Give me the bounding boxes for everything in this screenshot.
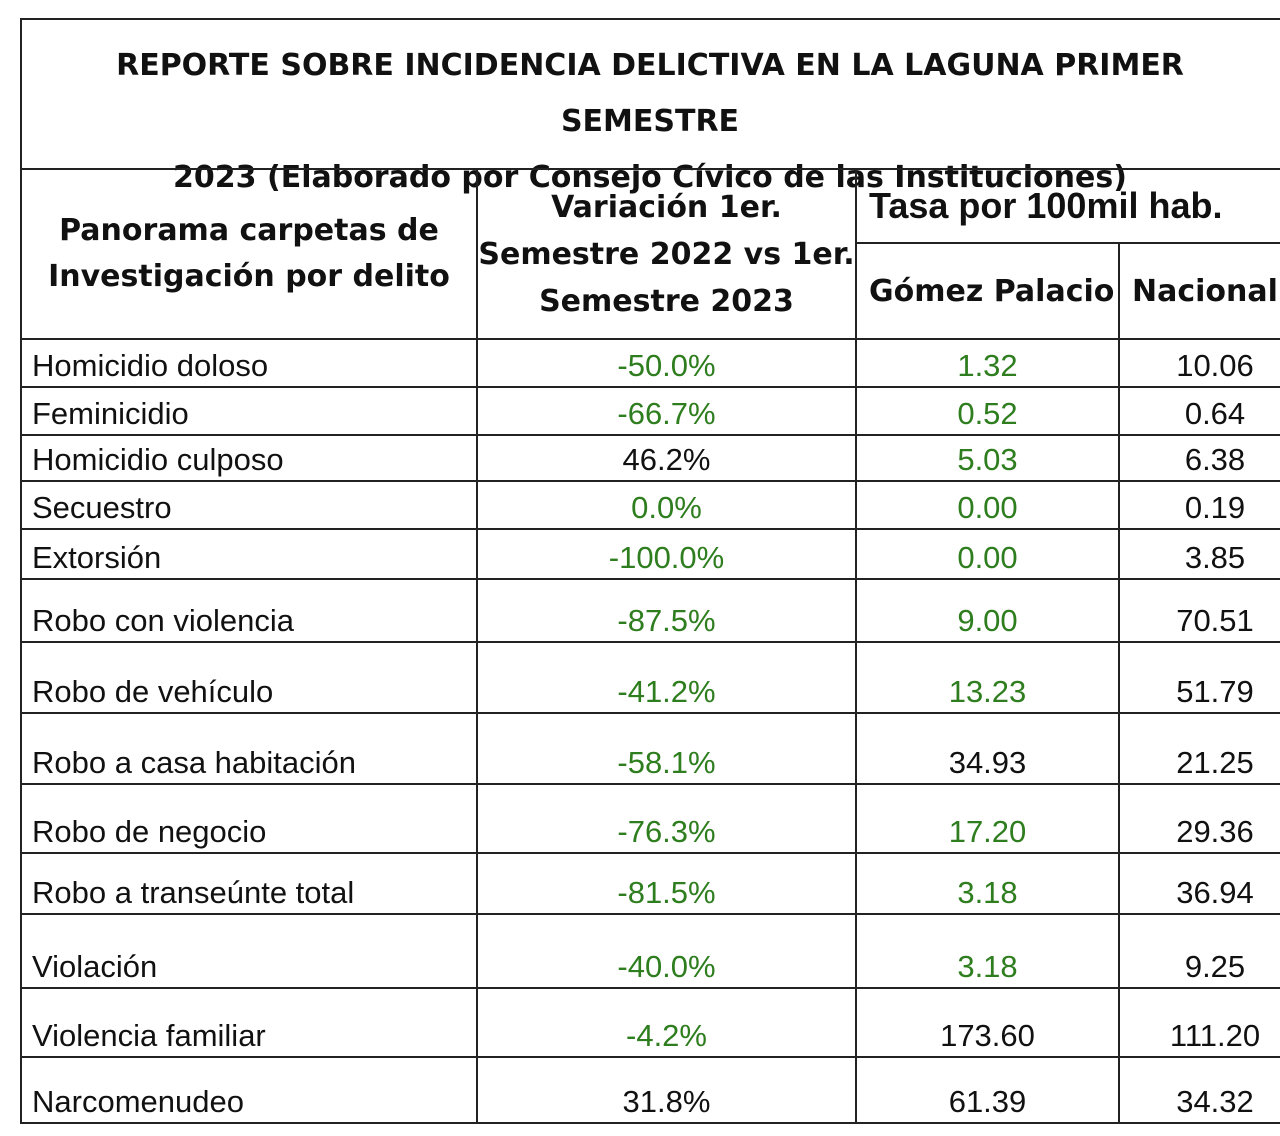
cell-delito: Robo a transeúnte total bbox=[21, 853, 477, 914]
cell-delito: Robo de negocio bbox=[21, 784, 477, 853]
header-variacion bbox=[477, 169, 856, 339]
cell-gomez-palacio: 9.00 bbox=[856, 579, 1119, 642]
cell-gomez-palacio: 0.00 bbox=[856, 481, 1119, 529]
cell-nacional: 10.06 bbox=[1119, 339, 1280, 387]
cell-nacional: 34.32 bbox=[1119, 1057, 1280, 1123]
cell-gomez-palacio: 17.20 bbox=[856, 784, 1119, 853]
header-gomez-palacio: Gómez Palacio bbox=[856, 243, 1119, 339]
table-row bbox=[21, 914, 1280, 988]
table-row bbox=[21, 853, 1280, 914]
cell-variacion: -4.2% bbox=[477, 988, 856, 1057]
cell-nacional: 36.94 bbox=[1119, 853, 1280, 914]
cell-nacional: 21.25 bbox=[1119, 713, 1280, 784]
header-variacion-line1: Variación 1er. bbox=[551, 189, 782, 225]
cell-delito: Secuestro bbox=[21, 481, 477, 529]
cell-delito: Violación bbox=[21, 914, 477, 988]
table-body bbox=[21, 339, 1280, 1123]
cell-delito: Robo a casa habitación bbox=[21, 713, 477, 784]
cell-variacion: 46.2% bbox=[477, 435, 856, 481]
cell-gomez-palacio: 1.32 bbox=[856, 339, 1119, 387]
cell-nacional: 0.64 bbox=[1119, 387, 1280, 435]
report-title-line2: 2023 (Elaborado por Consejo Cívico de las Instituciones) bbox=[173, 160, 1127, 195]
header-variacion-line2: Semestre 2022 vs 1er. bbox=[478, 236, 855, 272]
cell-gomez-palacio: 0.00 bbox=[856, 529, 1119, 579]
header-nacional: Nacional bbox=[1119, 243, 1280, 339]
table-row bbox=[21, 435, 1280, 481]
cell-nacional: 3.85 bbox=[1119, 529, 1280, 579]
header-delito-line2: Investigación por delito bbox=[48, 259, 450, 294]
cell-variacion: 31.8% bbox=[477, 1057, 856, 1123]
table-row bbox=[21, 642, 1280, 713]
cell-gomez-palacio: 34.93 bbox=[856, 713, 1119, 784]
table-row bbox=[21, 784, 1280, 853]
cell-nacional: 70.51 bbox=[1119, 579, 1280, 642]
cell-gomez-palacio: 5.03 bbox=[856, 435, 1119, 481]
table-row bbox=[21, 529, 1280, 579]
cell-nacional: 51.79 bbox=[1119, 642, 1280, 713]
cell-delito: Feminicidio bbox=[21, 387, 477, 435]
cell-gomez-palacio: 3.18 bbox=[856, 914, 1119, 988]
table-row bbox=[21, 1057, 1280, 1123]
cell-delito: Robo de vehículo bbox=[21, 642, 477, 713]
cell-variacion: -66.7% bbox=[477, 387, 856, 435]
header-variacion-line3: Semestre 2023 bbox=[539, 283, 794, 319]
table-row bbox=[21, 481, 1280, 529]
cell-nacional: 9.25 bbox=[1119, 914, 1280, 988]
cell-variacion: -50.0% bbox=[477, 339, 856, 387]
cell-delito: Narcomenudeo bbox=[21, 1057, 477, 1123]
cell-delito: Violencia familiar bbox=[21, 988, 477, 1057]
cell-delito: Robo con violencia bbox=[21, 579, 477, 642]
header-delito bbox=[21, 169, 477, 339]
table-row bbox=[21, 387, 1280, 435]
cell-nacional: 6.38 bbox=[1119, 435, 1280, 481]
cell-variacion: -41.2% bbox=[477, 642, 856, 713]
table-row bbox=[21, 579, 1280, 642]
cell-delito: Homicidio culposo bbox=[21, 435, 477, 481]
cell-gomez-palacio: 3.18 bbox=[856, 853, 1119, 914]
report-title bbox=[20, 18, 1280, 195]
table-row bbox=[21, 713, 1280, 784]
header-delito-line1: Panorama carpetas de bbox=[59, 213, 439, 248]
report-title-line1: REPORTE SOBRE INCIDENCIA DELICTIVA EN LA LAGUNA PRIMER SEMESTRE bbox=[116, 48, 1184, 139]
cell-variacion: -58.1% bbox=[477, 713, 856, 784]
cell-variacion: 0.0% bbox=[477, 481, 856, 529]
crime-table bbox=[20, 168, 1280, 1124]
cell-nacional: 0.19 bbox=[1119, 481, 1280, 529]
cell-variacion: -76.3% bbox=[477, 784, 856, 853]
cell-nacional: 29.36 bbox=[1119, 784, 1280, 853]
cell-nacional: 111.20 bbox=[1119, 988, 1280, 1057]
header-tasa: Tasa por 100mil hab. bbox=[856, 169, 1280, 243]
cell-delito: Homicidio doloso bbox=[21, 339, 477, 387]
cell-delito: Extorsión bbox=[21, 529, 477, 579]
cell-variacion: -100.0% bbox=[477, 529, 856, 579]
cell-gomez-palacio: 173.60 bbox=[856, 988, 1119, 1057]
cell-gomez-palacio: 61.39 bbox=[856, 1057, 1119, 1123]
cell-variacion: -40.0% bbox=[477, 914, 856, 988]
table-row bbox=[21, 339, 1280, 387]
cell-gomez-palacio: 0.52 bbox=[856, 387, 1119, 435]
cell-variacion: -81.5% bbox=[477, 853, 856, 914]
cell-gomez-palacio: 13.23 bbox=[856, 642, 1119, 713]
table-row bbox=[21, 988, 1280, 1057]
cell-variacion: -87.5% bbox=[477, 579, 856, 642]
